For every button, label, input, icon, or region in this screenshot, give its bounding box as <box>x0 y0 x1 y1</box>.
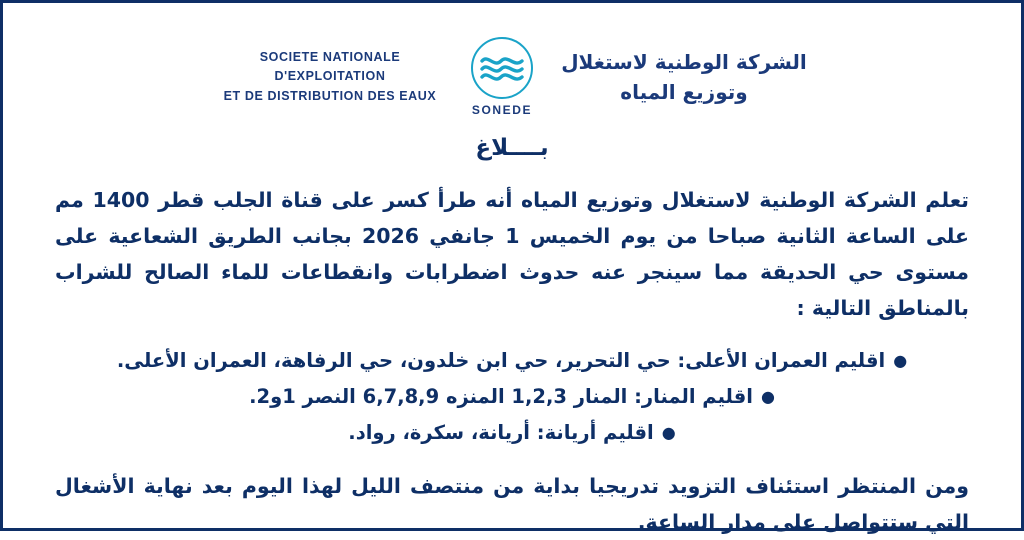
closing-paragraph: ومن المنتظر استئناف التزويد تدريجيا بداية من منتصف الليل لهذا اليوم بعد نهاية الأشغال التي ستتواصل على مدار الساعة. <box>55 473 969 534</box>
company-name-french <box>215 48 445 106</box>
company-name-french-line2: ET DE DISTRIBUTION DES EAUX <box>223 88 437 103</box>
list-item <box>55 415 969 451</box>
company-name-arabic: الشركة الوطنية لاستغلال وتوزيع المياه <box>561 50 807 104</box>
list-item-label: اقليم المنار: المنار 1,2,3 المنزه 6,7,8,9 النصر 1و2. <box>249 384 753 408</box>
list-item <box>55 379 969 415</box>
page-content <box>3 3 1021 534</box>
bullet-icon: ● <box>760 387 775 407</box>
water-waves-icon <box>471 37 533 99</box>
announcement-paragraph: تعلم الشركة الوطنية لاستغلال وتوزيع المياه أنه طرأ كسر على قناة الجلب قطر 1400 مم على الساعة الثانية صباحا من يوم الخميس 1 جانفي 2026 بجانب الطريق الشعاعية على مستوى حي الحديقة مما سينجر عنه حدوث اضطرابات وانقطاعات للماء الصالح للشراب بالمناطق التالية : <box>55 188 969 320</box>
company-name-french-line1: SOCIETE NATIONALE D'EXPLOITATION <box>259 49 401 84</box>
bullet-icon: ● <box>661 423 676 443</box>
logo-label: SONEDE <box>471 103 533 117</box>
sonede-logo <box>471 37 533 117</box>
affected-areas-list <box>55 343 969 451</box>
list-item <box>55 343 969 379</box>
list-item-label: اقليم أريانة: أريانة، سكرة، رواد. <box>348 420 654 444</box>
list-item-label: اقليم العمران الأعلى: حي التحرير، حي ابن خلدون، حي الرفاهة، العمران الأعلى. <box>116 348 886 372</box>
page-title: بــــلاغ <box>475 135 549 161</box>
bullet-icon: ● <box>893 351 908 371</box>
document-header <box>3 3 1021 117</box>
